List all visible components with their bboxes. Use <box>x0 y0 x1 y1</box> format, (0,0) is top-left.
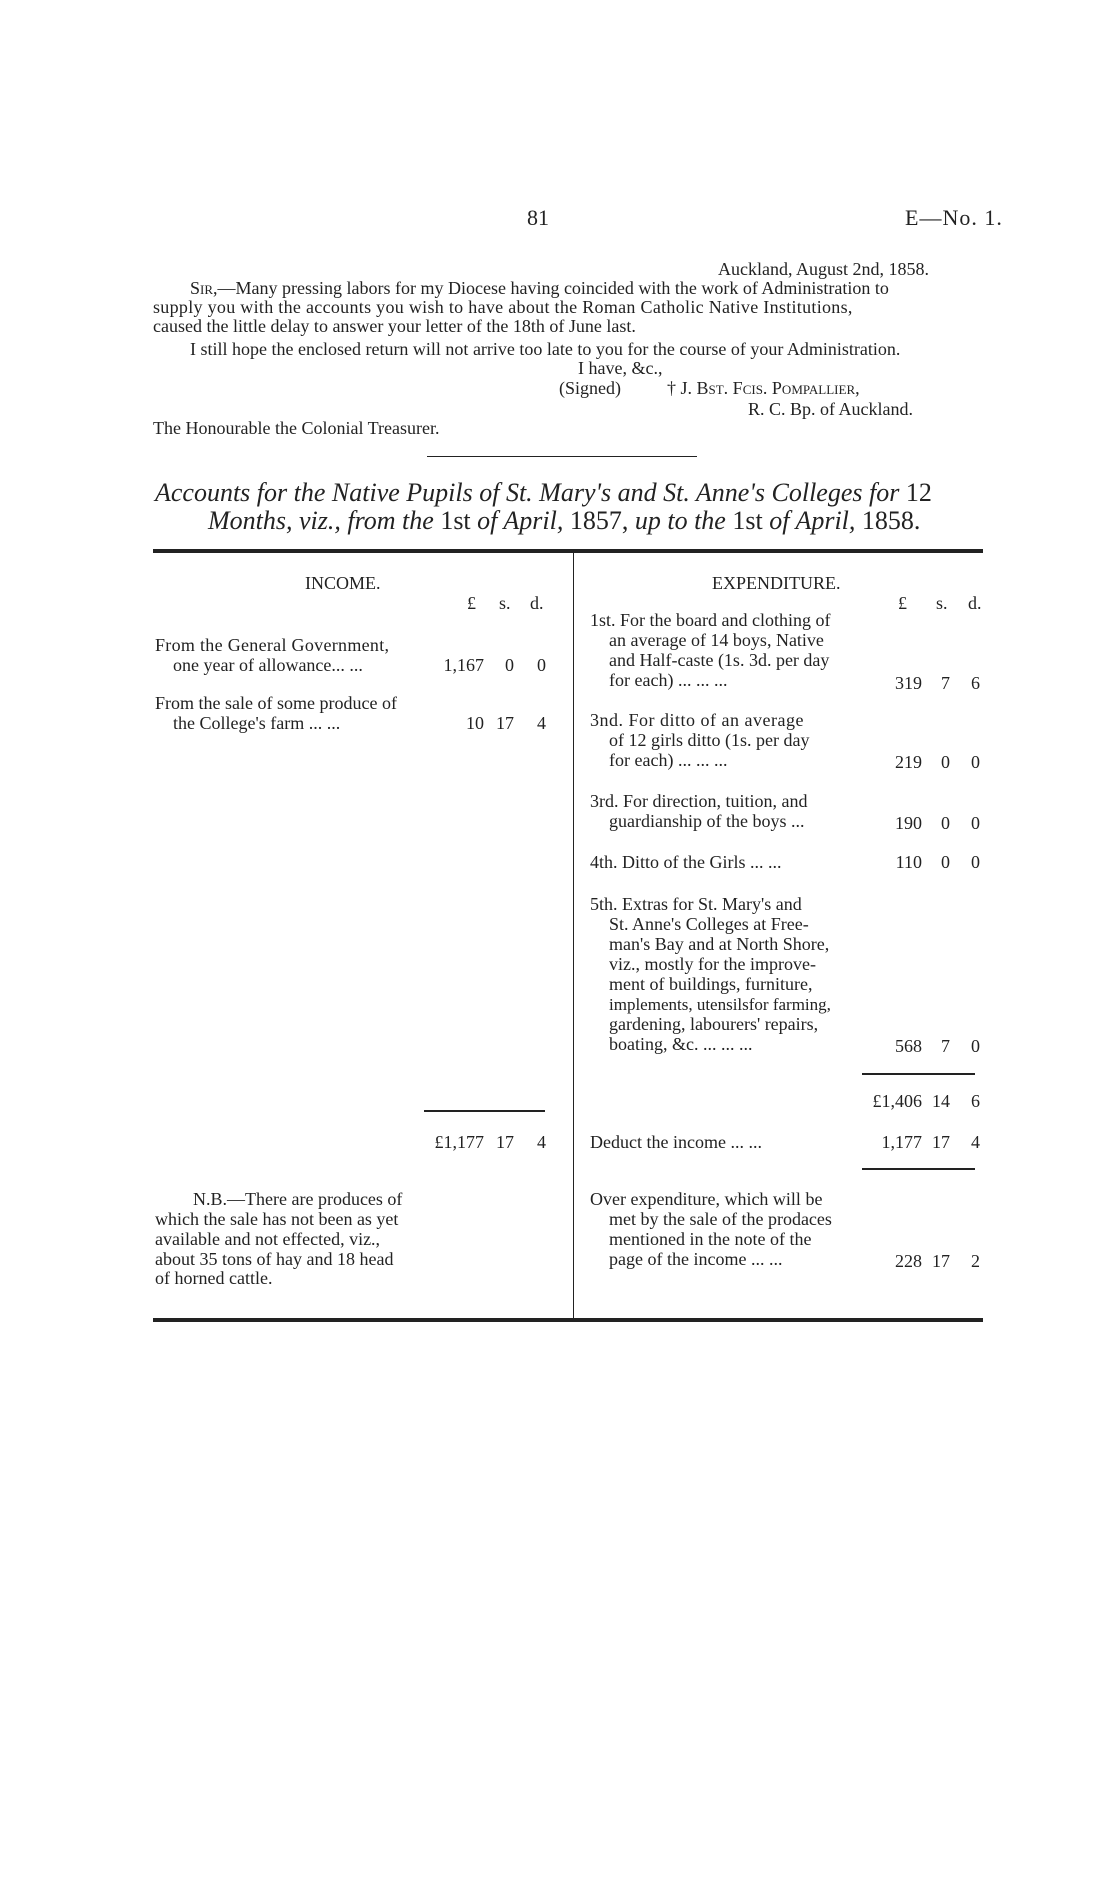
expenditure-deduct-rule <box>862 1168 975 1170</box>
expenditure-subtotal-rule <box>862 1073 975 1075</box>
income-total-rule <box>424 1110 545 1112</box>
letter-signature: † J. Bst. Fcis. Pompallier, <box>667 378 860 398</box>
over-expenditure-line-2: met by the sale of the prodaces <box>609 1209 832 1229</box>
income-item-1-shillings: 0 <box>505 655 514 675</box>
expenditure-item-5-line-2: St. Anne's Colleges at Free- <box>609 914 809 934</box>
income-note-line-5: of horned cattle. <box>155 1268 273 1288</box>
over-expenditure-line-4: page of the income ... ... <box>609 1249 783 1269</box>
expenditure-item-3-line-1: 3rd. For direction, tuition, and <box>590 791 808 811</box>
expenditure-item-5-line-4: viz., mostly for the improve- <box>609 954 816 974</box>
letter-body-line-4: I still hope the enclosed return will not arrive too late to you for the course of your Administration. <box>190 339 901 359</box>
expenditure-deduct-label: Deduct the income ... ... <box>590 1132 762 1152</box>
income-note-line-3: available and not effected, viz., <box>155 1229 381 1249</box>
expenditure-deduct-pounds: 1,177 <box>881 1132 922 1152</box>
expenditure-item-5-line-8: boating, &c. ... ... ... <box>609 1034 753 1054</box>
expenditure-item-5-line-1: 5th. Extras for St. Mary's and <box>590 894 802 914</box>
expenditure-deduct-shillings: 17 <box>932 1132 950 1152</box>
accounts-title-line-1 <box>155 477 932 508</box>
expenditure-item-2-shillings: 0 <box>941 752 950 772</box>
letter-body-line-1 <box>190 278 889 299</box>
accounts-title-text: Accounts for the Native Pupils of St. Mary's and St. Anne's Colleges for <box>155 478 900 507</box>
title-part-d: 1857, <box>569 506 629 535</box>
expenditure-item-2-line-1: 3nd. For ditto of an average <box>590 710 804 730</box>
table-bottom-rule <box>153 1318 983 1322</box>
letter-closing: I have, &c., <box>578 358 663 378</box>
over-expenditure-line-3: mentioned in the note of the <box>609 1229 812 1249</box>
letter-body-line-3: caused the little delay to answer your letter of the 18th of June last. <box>153 316 636 336</box>
expenditure-shillings-header: s. <box>936 593 948 613</box>
income-total-shillings: 17 <box>496 1132 514 1152</box>
expenditure-item-5-line-6: implements, utensilsfor farming, <box>609 995 831 1014</box>
expenditure-item-1-shillings: 7 <box>941 673 950 693</box>
expenditure-item-2-pence: 0 <box>971 752 980 772</box>
title-part-a: Months, viz., from the <box>208 506 434 535</box>
expenditure-item-4-shillings: 0 <box>941 852 950 872</box>
income-total-pounds: £1,177 <box>434 1132 484 1152</box>
expenditure-item-5-line-3: man's Bay and at North Shore, <box>609 934 830 954</box>
title-part-b: 1st <box>440 506 471 535</box>
expenditure-subtotal-pence: 6 <box>971 1091 980 1111</box>
income-pounds-header: £ <box>467 593 476 613</box>
expenditure-item-1-line-3: and Half-caste (1s. 3d. per day <box>609 650 830 670</box>
expenditure-item-2-pounds: 219 <box>895 752 922 772</box>
expenditure-item-5-shillings: 7 <box>941 1036 950 1056</box>
title-part-c: of April, <box>477 506 564 535</box>
accounts-title-line-2 <box>208 505 920 536</box>
separator-rule <box>427 456 697 457</box>
expenditure-item-5-line-5: ment of buildings, furniture, <box>609 974 813 994</box>
expenditure-pence-header: d. <box>968 593 982 613</box>
expenditure-item-3-line-2: guardianship of the boys ... <box>609 811 805 831</box>
expenditure-pounds-header: £ <box>898 593 907 613</box>
income-shillings-header: s. <box>499 593 511 613</box>
income-item-2-line-1: From the sale of some produce of <box>155 693 397 713</box>
title-part-h: 1858. <box>861 506 921 535</box>
income-item-1-line-2: one year of allowance... ... <box>173 655 363 675</box>
title-part-e: up to the <box>634 506 726 535</box>
table-center-divider <box>573 553 574 1318</box>
expenditure-item-3-shillings: 0 <box>941 813 950 833</box>
document-reference: E—No. 1. <box>905 205 1003 230</box>
income-pence-header: d. <box>530 593 544 613</box>
letter-body-text: —Many pressing labors for my Diocese having coincided with the work of Administration to <box>217 278 889 298</box>
over-expenditure-shillings: 17 <box>932 1251 950 1271</box>
title-part-g: of April, <box>769 506 856 535</box>
expenditure-subtotal-pounds: £1,406 <box>872 1091 922 1111</box>
expenditure-item-1-line-4: for each) ... ... ... <box>609 670 728 690</box>
expenditure-item-2-line-2: of 12 girls ditto (1s. per day <box>609 730 810 750</box>
expenditure-item-1-pence: 6 <box>971 673 980 693</box>
expenditure-item-5-pence: 0 <box>971 1036 980 1056</box>
income-item-2-shillings: 17 <box>496 713 514 733</box>
expenditure-item-1-line-2: an average of 14 boys, Native <box>609 630 824 650</box>
income-item-1-pounds: 1,167 <box>443 655 484 675</box>
over-expenditure-pence: 2 <box>971 1251 980 1271</box>
page-number: 81 <box>527 205 549 230</box>
letter-signatory-title: R. C. Bp. of Auckland. <box>748 399 913 419</box>
income-heading: INCOME. <box>305 573 381 593</box>
income-item-1-line-1: From the General Government, <box>155 635 390 655</box>
expenditure-heading: EXPENDITURE. <box>712 573 841 593</box>
income-item-2-pounds: 10 <box>466 713 484 733</box>
expenditure-item-4-pounds: 110 <box>895 852 922 872</box>
letter-body-line-2: supply you with the accounts you wish to have about the Roman Catholic Native Institutions, <box>153 297 853 317</box>
over-expenditure-line-1: Over expenditure, which will be <box>590 1189 823 1209</box>
title-part-f: 1st <box>732 506 763 535</box>
over-expenditure-pounds: 228 <box>895 1251 922 1271</box>
income-note-line-1: N.B.—There are produces of <box>193 1189 403 1209</box>
expenditure-item-1-line-1: 1st. For the board and clothing of <box>590 610 831 630</box>
expenditure-item-4-line-1: 4th. Ditto of the Girls ... ... <box>590 852 782 872</box>
letter-signed: (Signed) <box>559 378 621 398</box>
expenditure-item-3-pounds: 190 <box>895 813 922 833</box>
income-note-line-2: which the sale has not been as yet <box>155 1209 399 1229</box>
income-item-1-pence: 0 <box>537 655 546 675</box>
accounts-title-months: 12 <box>905 478 932 507</box>
expenditure-item-1-pounds: 319 <box>895 673 922 693</box>
letter-place-date: Auckland, August 2nd, 1858. <box>718 259 929 279</box>
expenditure-item-5-pounds: 568 <box>895 1036 922 1056</box>
income-item-2-pence: 4 <box>537 713 546 733</box>
expenditure-item-2-line-3: for each) ... ... ... <box>609 750 728 770</box>
expenditure-subtotal-shillings: 14 <box>932 1091 950 1111</box>
expenditure-item-5-line-7: gardening, labourers' repairs, <box>609 1014 819 1034</box>
expenditure-deduct-pence: 4 <box>971 1132 980 1152</box>
expenditure-item-4-pence: 0 <box>971 852 980 872</box>
table-top-rule <box>153 549 983 553</box>
letter-addressee: The Honourable the Colonial Treasurer. <box>153 418 440 438</box>
income-total-pence: 4 <box>537 1132 546 1152</box>
income-note-line-4: about 35 tons of hay and 18 head <box>155 1249 394 1269</box>
income-item-2-line-2: the College's farm ... ... <box>173 713 341 733</box>
salutation: Sir, <box>190 278 218 298</box>
expenditure-item-3-pence: 0 <box>971 813 980 833</box>
